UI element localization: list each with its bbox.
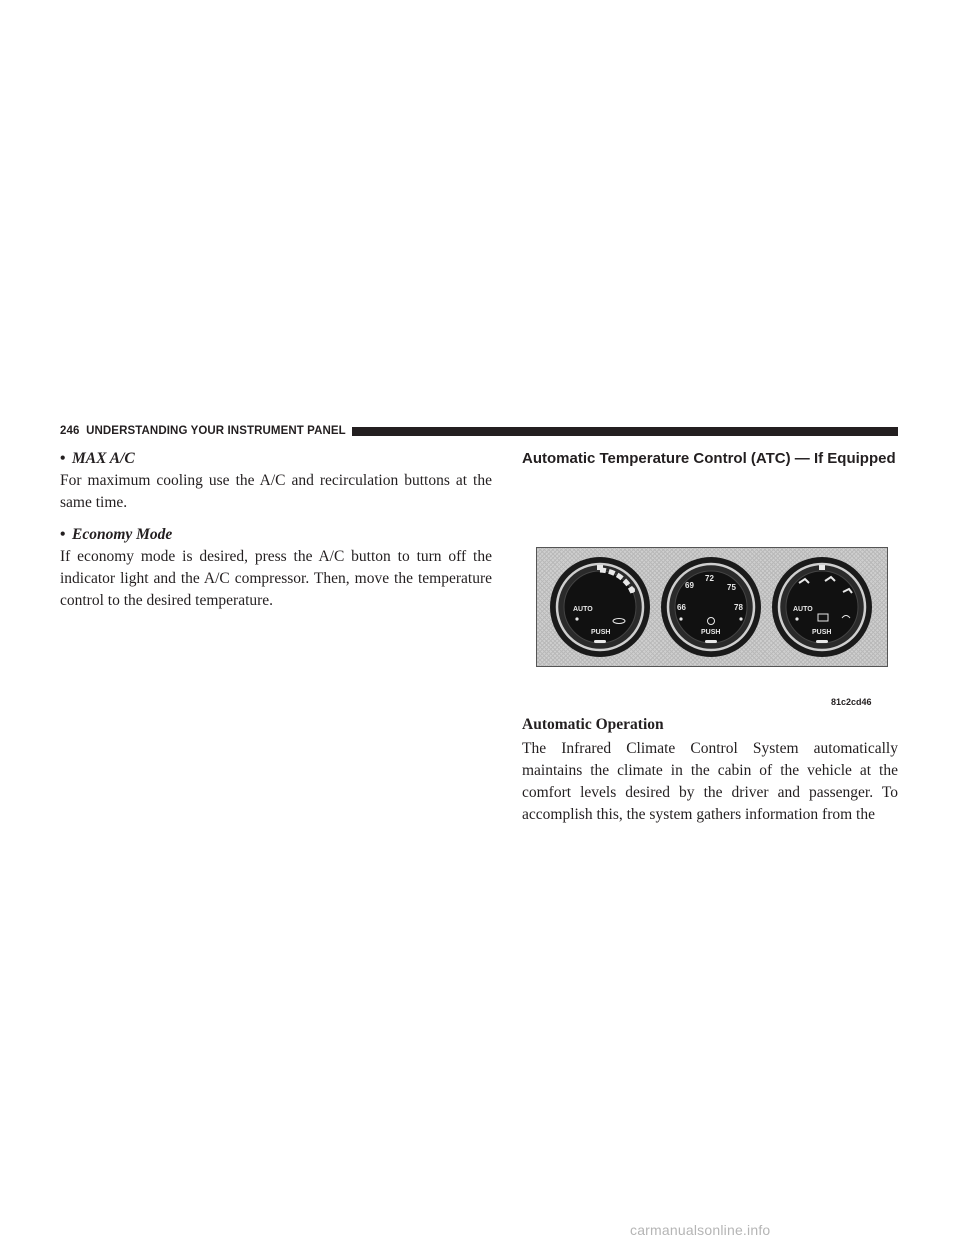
mode-knob (550, 557, 650, 657)
mode-push-label: PUSH (591, 629, 611, 636)
section-title: Automatic Temperature Control (ATC) — If Equipped (522, 450, 896, 467)
automatic-operation-text: The Infrared Climate Control System automatically maintains the climate in the cabin of the vehicle at the comfort levels desired by the driver and passenger. To accomplish this, the system gathers information from the (522, 740, 898, 823)
fan-auto-label: AUTO (793, 606, 813, 613)
page-header (60, 424, 898, 438)
economy-mode-heading-text: Economy Mode (72, 526, 173, 543)
bullet-dot: • (60, 450, 66, 467)
page-number: 246 (60, 425, 80, 437)
economy-mode-heading (60, 524, 492, 546)
temp-75-label: 75 (727, 583, 736, 592)
atc-control-illustration (537, 548, 887, 666)
atc-control-figure (536, 547, 888, 667)
mode-auto-label: AUTO (573, 606, 593, 613)
temp-push-label: PUSH (701, 629, 721, 636)
automatic-operation-heading: Automatic Operation (522, 716, 664, 733)
figure-code: 81c2cd46 (831, 697, 872, 707)
page-header-text (60, 425, 346, 437)
right-column (522, 448, 898, 468)
temp-66-label: 66 (677, 603, 686, 612)
site-watermark[interactable]: carmanualsonline.info (630, 1222, 771, 1238)
left-column (60, 448, 492, 622)
temp-78-label: 78 (734, 603, 743, 612)
temperature-knob (661, 557, 761, 657)
chapter-title: UNDERSTANDING YOUR INSTRUMENT PANEL (86, 425, 346, 437)
fan-knob (772, 557, 872, 657)
header-rule (352, 427, 898, 436)
max-ac-text: For maximum cooling use the A/C and recirculation buttons at the same time. (60, 472, 492, 511)
economy-mode-text: If economy mode is desired, press the A/C button to turn off the indicator light and the A/C compressor. Then, move the temperature control to the desired temperature. (60, 548, 492, 609)
fan-push-label: PUSH (812, 629, 832, 636)
temp-72-label: 72 (705, 574, 714, 583)
max-ac-heading (60, 448, 492, 470)
max-ac-heading-text: MAX A/C (72, 450, 135, 467)
temp-69-label: 69 (685, 581, 694, 590)
bullet-dot: • (60, 526, 66, 543)
